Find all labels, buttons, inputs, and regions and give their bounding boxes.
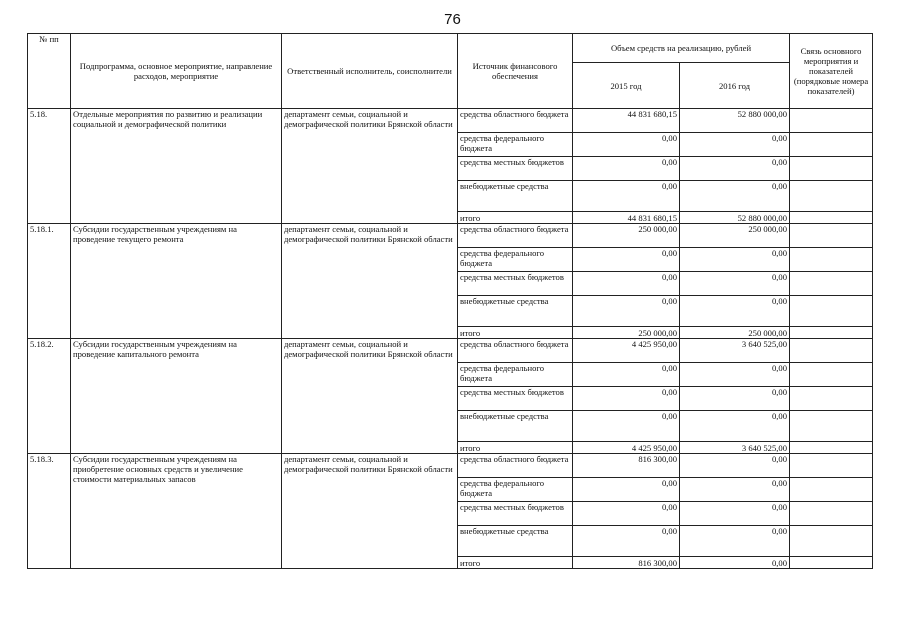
amount-2016: 0,00 [680,296,790,327]
source-label: средства федерального бюджета [458,133,573,157]
source-label: средства областного бюджета [458,339,573,363]
header-volume: Объем средств на реализацию, рублей [573,34,790,63]
header-executor: Ответственный исполнитель, соисполнители [282,34,458,109]
source-label: средства местных бюджетов [458,157,573,181]
amount-2015: 0,00 [573,181,680,212]
header-program: Подпрограмма, основное мероприятие, направление расходов, мероприятие [71,34,282,109]
source-label: средства местных бюджетов [458,272,573,296]
header-source: Источник финансового обеспечения [458,34,573,109]
amount-2016: 250 000,00 [680,327,790,339]
row-executor: департамент семьи, социальной и демографической политики Брянской области [282,109,458,224]
row-name: Субсидии государственным учреждениям на приобретение основных средств и увеличение стоимости материальных запасов [71,454,282,569]
link-cell [790,224,873,248]
amount-2016: 0,00 [680,478,790,502]
link-cell [790,363,873,387]
header-year-2016: 2016 год [680,63,790,109]
amount-2015: 0,00 [573,296,680,327]
source-label: средства областного бюджета [458,224,573,248]
table-row [28,224,873,248]
amount-2015: 816 300,00 [573,454,680,478]
row-executor: департамент семьи, социальной и демографической политики Брянской области [282,224,458,339]
amount-2015: 44 831 680,15 [573,212,680,224]
source-label: средства местных бюджетов [458,387,573,411]
link-cell [790,526,873,557]
link-cell [790,272,873,296]
amount-2016: 52 880 000,00 [680,109,790,133]
row-code: 5.18.3. [28,454,71,569]
amount-2015: 44 831 680,15 [573,109,680,133]
link-cell [790,212,873,224]
link-cell [790,157,873,181]
amount-2016: 0,00 [680,248,790,272]
link-cell [790,454,873,478]
amount-2016: 3 640 525,00 [680,442,790,454]
amount-2016: 0,00 [680,272,790,296]
link-cell [790,296,873,327]
source-label: внебюджетные средства [458,411,573,442]
row-executor: департамент семьи, социальной и демографической политики Брянской области [282,339,458,454]
link-cell [790,327,873,339]
row-code: 5.18.2. [28,339,71,454]
row-code: 5.18.1. [28,224,71,339]
header-link: Связь основного мероприятия и показателей (порядковые номера показателей) [790,34,873,109]
source-label: средства федерального бюджета [458,363,573,387]
amount-2015: 0,00 [573,411,680,442]
amount-2015: 816 300,00 [573,557,680,569]
amount-2016: 0,00 [680,454,790,478]
amount-2015: 0,00 [573,133,680,157]
amount-2015: 250 000,00 [573,327,680,339]
source-label: внебюджетные средства [458,526,573,557]
link-cell [790,339,873,363]
link-cell [790,442,873,454]
link-cell [790,411,873,442]
table-row [28,339,873,363]
amount-2015: 4 425 950,00 [573,339,680,363]
row-name: Субсидии государственным учреждениям на проведение капитального ремонта [71,339,282,454]
link-cell [790,557,873,569]
source-label: итого [458,212,573,224]
table-row [28,454,873,478]
amount-2015: 0,00 [573,526,680,557]
header-num: № пп [28,34,71,109]
link-cell [790,387,873,411]
budget-table [27,33,873,569]
amount-2015: 4 425 950,00 [573,442,680,454]
amount-2016: 0,00 [680,502,790,526]
link-cell [790,248,873,272]
source-label: итого [458,327,573,339]
amount-2015: 0,00 [573,272,680,296]
link-cell [790,133,873,157]
page-number: 76 [444,11,461,28]
amount-2016: 0,00 [680,363,790,387]
amount-2016: 0,00 [680,526,790,557]
amount-2015: 0,00 [573,502,680,526]
row-executor: департамент семьи, социальной и демографической политики Брянской области [282,454,458,569]
amount-2016: 0,00 [680,387,790,411]
row-name: Отдельные мероприятия по развитию и реализации социальной и демографической политики [71,109,282,224]
source-label: средства областного бюджета [458,454,573,478]
amount-2016: 0,00 [680,157,790,181]
header-year-2015: 2015 год [573,63,680,109]
amount-2016: 0,00 [680,133,790,157]
amount-2016: 52 880 000,00 [680,212,790,224]
amount-2015: 0,00 [573,387,680,411]
amount-2016: 250 000,00 [680,224,790,248]
link-cell [790,181,873,212]
source-label: внебюджетные средства [458,181,573,212]
source-label: итого [458,442,573,454]
source-label: средства местных бюджетов [458,502,573,526]
table-row [28,109,873,133]
amount-2016: 0,00 [680,181,790,212]
amount-2015: 250 000,00 [573,224,680,248]
amount-2015: 0,00 [573,157,680,181]
link-cell [790,109,873,133]
amount-2016: 0,00 [680,411,790,442]
amount-2016: 3 640 525,00 [680,339,790,363]
link-cell [790,478,873,502]
source-label: средства федерального бюджета [458,248,573,272]
amount-2016: 0,00 [680,557,790,569]
row-name: Субсидии государственным учреждениям на проведение текущего ремонта [71,224,282,339]
source-label: итого [458,557,573,569]
source-label: внебюджетные средства [458,296,573,327]
amount-2015: 0,00 [573,248,680,272]
amount-2015: 0,00 [573,363,680,387]
row-code: 5.18. [28,109,71,224]
table-body [28,109,873,569]
link-cell [790,502,873,526]
source-label: средства федерального бюджета [458,478,573,502]
source-label: средства областного бюджета [458,109,573,133]
amount-2015: 0,00 [573,478,680,502]
